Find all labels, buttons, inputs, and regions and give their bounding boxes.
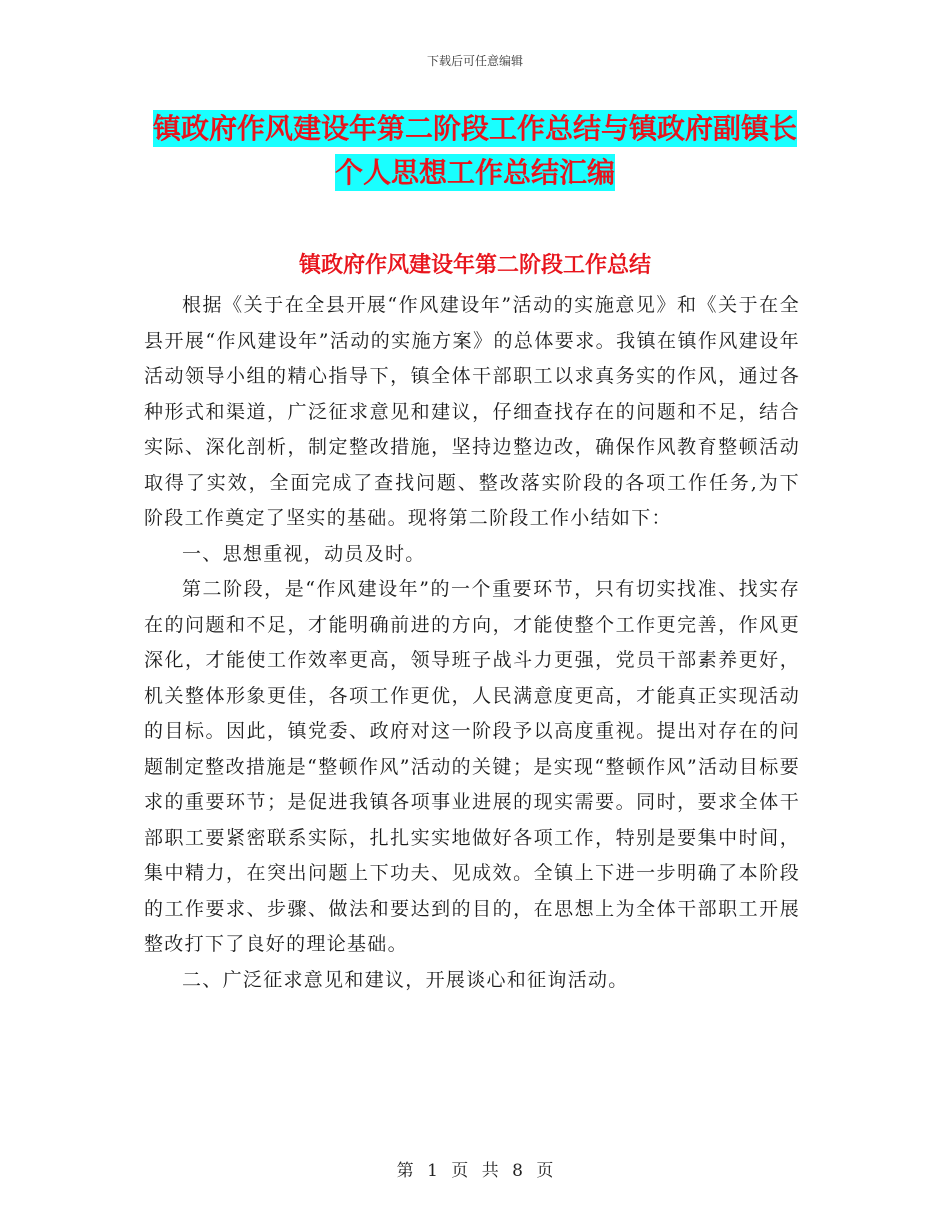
document-title-text-1: 镇政府作风建设年第二阶段工作总结与镇政府副镇长	[152, 112, 797, 145]
footer-page-number: 1	[427, 1161, 438, 1181]
footer-ye: 页	[451, 1161, 469, 1181]
section-title: 镇政府作风建设年第二阶段工作总结	[298, 253, 651, 278]
paragraph: 第二阶段，是“作风建设年”的一个重要环节，只有切实找准、找实存在的问题和不足，才能明确前进的方向，才能使整个工作更完善，作风更深化，才能使工作效率更高，领导班子战斗力更强，党员干部素养更好，机关整体形象更佳，各项工作更优，人民满意度更高，才能真正实现活动的目标。因此，镇党委、政府对这一阶段予以高度重视。提出对存在的问题制定整改措施是“整顿作风”活动的关键；是实现“整顿作风”活动目标要求的重要环节；是促进我镇各项事业进展的现实需要。同时，要求全体干部职工要紧密联系实际，扎扎实实地做好各项工作，特别是要集中时间，集中精力，在突出问题上下功夫、见成效。全镇上下进一步明确了本阶段的工作要求、步骤、做法和要达到的目的，在思想上为全体干部职工开展整改打下了良好的理论基础。	[144, 578, 800, 955]
document-title-line-2	[0, 154, 950, 192]
body-text	[144, 288, 800, 998]
footer-ye2: 页	[536, 1161, 554, 1181]
header-note: 下载后可任意编辑	[426, 54, 523, 68]
paragraph: 二、广泛征求意见和建议，开展谈心和征询活动。	[182, 968, 629, 991]
paragraph: 一、思想重视，动员及时。	[182, 542, 426, 565]
paragraph: 根据《关于在全县开展“作风建设年”活动的实施意见》和《关于在全县开展“作风建设年”活动的实施方案》的总体要求。我镇在镇作风建设年活动领导小组的精心指导下，镇全体干部职工以求真务实的作风，通过各种形式和渠道，广泛征求意见和建议，仔细查找存在的问题和不足，结合实际、深化剖析，制定整改措施，坚持边整边改，确保作风教育整顿活动取得了实效，全面完成了查找问题、整改落实阶段的各项工作任务,为下阶段工作奠定了坚实的基础。现将第二阶段工作小结如下：	[144, 294, 800, 529]
footer-total-pages: 8	[512, 1161, 523, 1181]
document-title-text-2: 个人思想工作总结汇编	[334, 156, 615, 189]
page-footer	[0, 1156, 950, 1181]
document-title-line-1	[0, 110, 950, 148]
footer-gong: 共	[481, 1161, 499, 1181]
footer-di: 第	[396, 1161, 414, 1181]
